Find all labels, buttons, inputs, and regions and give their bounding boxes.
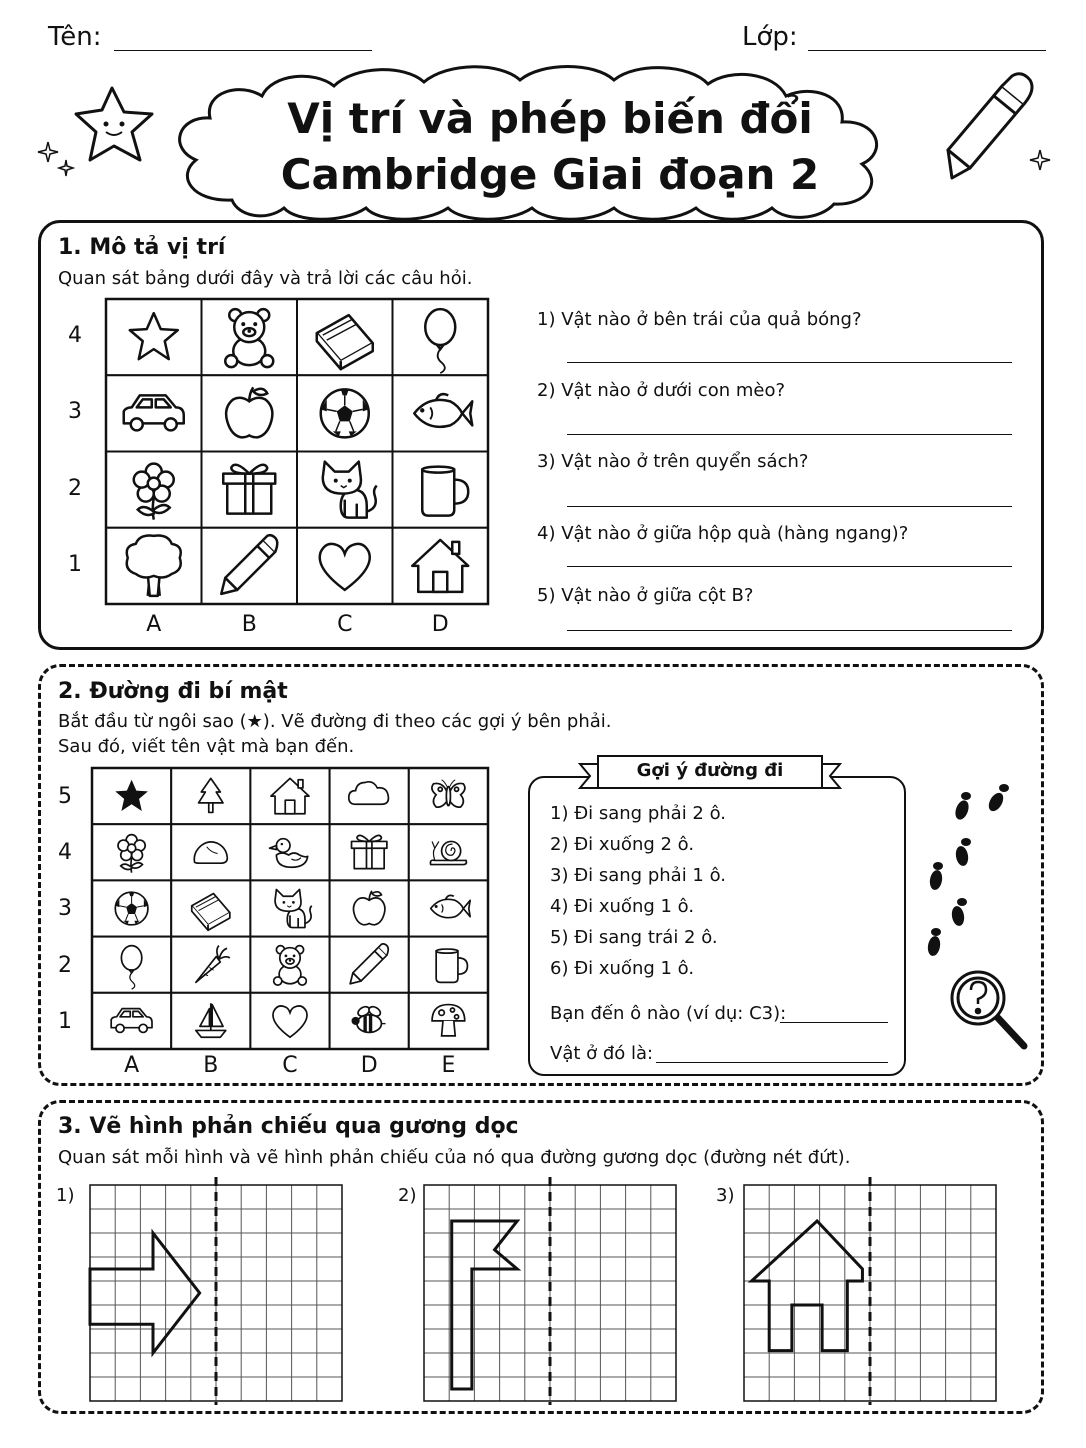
soccer-ball-icon [321, 389, 369, 437]
answer-object-label: Vật ở đó là: [550, 1043, 654, 1064]
grid-cell [92, 768, 171, 824]
grid-cell [171, 937, 250, 993]
section2-title: 2. Đường đi bí mật [58, 679, 288, 704]
grid-cell [202, 299, 298, 375]
column-label: B [203, 1053, 219, 1078]
hint-step-1: 1) Đi sang phải 2 ô. [550, 803, 727, 824]
grid-cell [297, 299, 393, 375]
grid-cell [250, 993, 329, 1049]
grid-cell [330, 880, 409, 936]
grid-cell [250, 880, 329, 936]
row-label: 5 [58, 784, 72, 809]
mirror-label-1: 1) [56, 1185, 75, 1206]
mirror-grid-2[interactable] [424, 1185, 678, 1405]
column-label: A [146, 612, 162, 637]
column-label: A [124, 1053, 140, 1078]
question-3: 3) Vật nào ở trên quyển sách? [537, 451, 809, 472]
footprint-icon [954, 838, 971, 867]
column-label: E [441, 1053, 456, 1078]
column-label: C [337, 612, 353, 637]
position-grid [106, 299, 488, 604]
magnifier-question-icon [952, 972, 1024, 1046]
grid-cell [409, 880, 488, 936]
hint-step-4: 4) Đi xuống 1 ô. [550, 896, 695, 917]
grid-cell [171, 824, 250, 880]
question-5: 5) Vật nào ở giữa cột B? [537, 585, 754, 606]
grid-cell [171, 768, 250, 824]
column-label: B [241, 612, 257, 637]
grid-cell [393, 528, 489, 604]
grid-cell [106, 299, 202, 375]
grid-cell [106, 375, 202, 451]
answer-line-2[interactable] [567, 434, 1012, 435]
grid-cell [393, 452, 489, 528]
grid-cell [393, 299, 489, 375]
grid-cell [409, 824, 488, 880]
answer-object-field[interactable] [656, 1062, 888, 1063]
mirror-label-2: 2) [398, 1185, 417, 1206]
grid-cell [297, 375, 393, 451]
grid-cell [250, 937, 329, 993]
hint-step-5: 5) Đi sang trái 2 ô. [550, 927, 718, 948]
grid-cell [92, 937, 171, 993]
grid-cell [92, 993, 171, 1049]
answer-line-3[interactable] [567, 506, 1012, 507]
footprint-icon [950, 898, 967, 927]
section3-instruction: Quan sát mỗi hình và vẽ hình phản chiếu của nó qua đường gương dọc (đường nét đứt). [58, 1147, 851, 1168]
row-label: 4 [68, 323, 82, 348]
grid-cell [92, 880, 171, 936]
grid-cell [330, 937, 409, 993]
grid-cell [106, 452, 202, 528]
title-line1: Vị trí và phép biến đổi [287, 94, 813, 143]
row-label: 2 [68, 475, 82, 501]
row-label: 3 [58, 896, 72, 922]
hint-step-2: 2) Đi xuống 2 ô. [550, 834, 695, 855]
grid-cell [297, 528, 393, 604]
smiling-star-icon [76, 88, 152, 160]
name-label: Tên: [48, 22, 102, 52]
arrow-shape [90, 1233, 200, 1353]
hint-title: Gợi ý đường đi [636, 760, 784, 781]
grid-cell [330, 768, 409, 824]
question-4: 4) Vật nào ở giữa hộp quà (hàng ngang)? [537, 523, 909, 544]
grid-cell [297, 452, 393, 528]
section1-title: 1. Mô tả vị trí [58, 235, 226, 260]
grid-cell [202, 375, 298, 451]
section2-instruction1: Bắt đầu từ ngôi sao (★). Vẽ đường đi theo các gợi ý bên phải. [58, 711, 612, 732]
question-1: 1) Vật nào ở bên trái của quả bóng? [537, 309, 862, 330]
squared-grid [90, 1185, 342, 1401]
column-label: D [360, 1053, 378, 1078]
footprints-decoration [920, 780, 1040, 1070]
footprint-icon [926, 928, 941, 957]
row-label: 3 [68, 399, 82, 425]
row-label: 1 [68, 551, 82, 577]
footprint-icon [953, 792, 971, 821]
grid-cell [409, 768, 488, 824]
answer-line-4[interactable] [567, 566, 1012, 567]
grid-cell [171, 993, 250, 1049]
house-shape [752, 1221, 863, 1351]
grid-cell [92, 824, 171, 880]
row-label: 1 [58, 1008, 72, 1034]
row-label: 4 [58, 840, 72, 866]
question-2: 2) Vật nào ở dưới con mèo? [537, 380, 786, 401]
footprint-icon [928, 862, 943, 891]
grid-cell [171, 880, 250, 936]
grid-cell [409, 993, 488, 1049]
row-label: 2 [58, 952, 72, 978]
answer-line-5[interactable] [567, 630, 1012, 631]
grid-cell [202, 528, 298, 604]
grid-cell [330, 993, 409, 1049]
title-line2: Cambridge Giai đoạn 2 [280, 150, 820, 199]
section2-instruction2: Sau đó, viết tên vật mà bạn đến. [58, 736, 355, 757]
grid-cell [250, 768, 329, 824]
squared-grid [424, 1185, 676, 1401]
answer-cell-field[interactable] [780, 1022, 888, 1023]
class-label: Lớp: [742, 22, 798, 52]
grid-cell [250, 824, 329, 880]
soccer-ball-icon [115, 892, 148, 925]
grid-cell [393, 375, 489, 451]
mirror-grid-3[interactable] [744, 1185, 998, 1405]
mirror-grid-1[interactable] [90, 1185, 344, 1405]
grid-cell [106, 528, 202, 604]
answer-cell-label: Bạn đến ô nào (ví dụ: C3): [550, 1003, 787, 1024]
answer-line-1[interactable] [567, 362, 1012, 363]
column-label: D [431, 612, 449, 637]
column-label: C [282, 1053, 298, 1078]
mirror-label-3: 3) [716, 1185, 735, 1206]
squared-grid [744, 1185, 996, 1401]
hint-step-6: 6) Đi xuống 1 ô. [550, 958, 695, 979]
grid-cell [409, 937, 488, 993]
pencil-icon [948, 74, 1032, 178]
grid-cell [330, 824, 409, 880]
section1-instruction: Quan sát bảng dưới đây và trả lời các câu hỏi. [58, 268, 473, 289]
path-grid [92, 768, 488, 1049]
grid-cell [202, 452, 298, 528]
hint-step-3: 3) Đi sang phải 1 ô. [550, 865, 727, 886]
section3-title: 3. Vẽ hình phản chiếu qua gương dọc [58, 1114, 519, 1139]
footprint-icon [986, 784, 1009, 814]
